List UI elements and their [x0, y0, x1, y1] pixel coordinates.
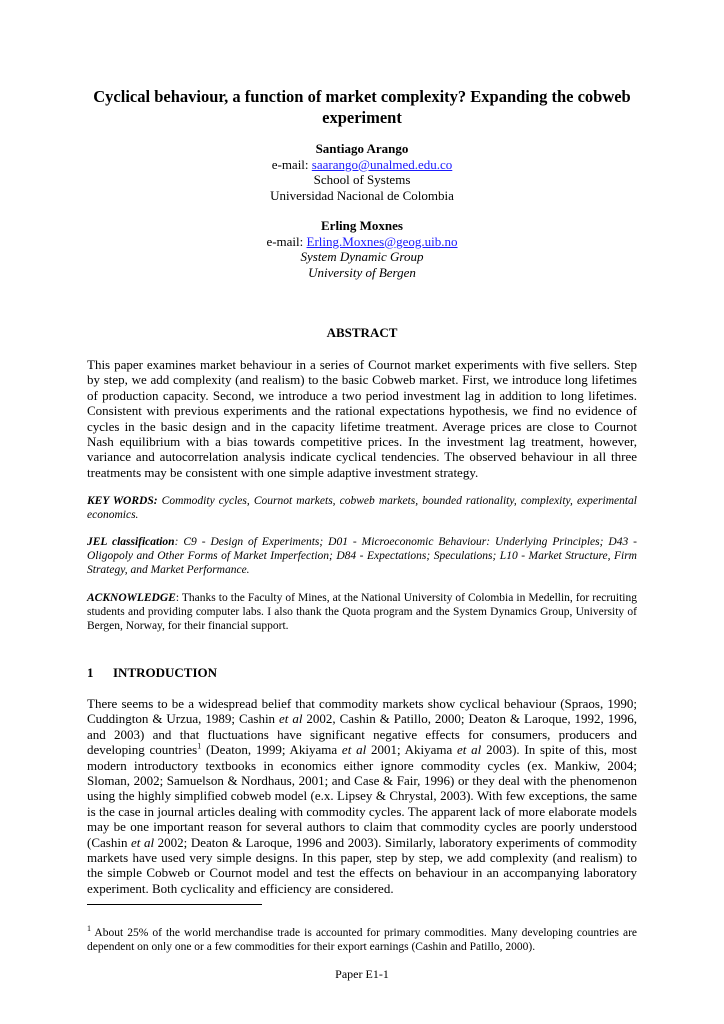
author-name: Santiago Arango: [315, 141, 409, 156]
intro-text-part: 2003). In spite of this, most modern introductory textbooks in economics either ignore commodity cycles (ex. Mankiw, 2004; Sloman, 2002; Samuelson & Nordhaus, 2001; and Case & Fair, 1996) or they deal with the phenomenon using the highly simplified cobweb model (e.x. Lipsey & Chrystal, 2003). With few exceptions, the same is the case in journal articles dealing with commodity cycles. The apparent lack of more elaborate models may be one important reason for several authors to claim that commodity cycles are poorly understood (Cashin: [87, 742, 637, 850]
author-email-link[interactable]: saarango@unalmed.edu.co: [311, 156, 453, 172]
section-heading-introduction: [87, 665, 217, 681]
author-name: Erling Moxnes: [321, 218, 403, 233]
paper-title: Cyclical behaviour, a function of market complexity? Expanding the cobweb experiment: [93, 87, 631, 127]
intro-etal: et al: [131, 834, 155, 850]
keywords-label: KEY WORDS:: [87, 495, 158, 507]
author-affiliation: School of Systems: [313, 172, 411, 188]
keywords-text: Commodity cycles, Cournot markets, cobweb markets, bounded rationality, complexity, experimental economics.: [87, 495, 637, 522]
acknowledge-label: ACKNOWLEDGE: [87, 592, 176, 604]
footnote-marker[interactable]: 1: [197, 741, 202, 751]
email-prefix: e-mail:: [266, 233, 307, 249]
keywords-paragraph: [87, 494, 637, 522]
author-email-line: [87, 234, 637, 250]
intro-etal: et al: [279, 711, 303, 727]
footnote: [87, 926, 637, 954]
intro-etal: et al: [457, 742, 482, 758]
author-block-2: [87, 218, 637, 280]
intro-text-part: There seems to be a widespread belief that commodity markets show cyclical behaviour (Spraos, 1990; Cuddington & Urzua, 1989; Cashin: [87, 696, 637, 727]
introduction-text: [87, 696, 637, 896]
footnote-divider: [87, 904, 262, 905]
acknowledge-paragraph: [87, 591, 637, 634]
author-institution: Universidad Nacional de Colombia: [270, 187, 454, 203]
page-number: Paper E1-1: [335, 967, 389, 981]
abstract-heading: ABSTRACT: [326, 325, 398, 340]
jel-paragraph: [87, 535, 637, 578]
intro-text-part: (Deaton, 1999; Akiyama: [201, 742, 342, 758]
acknowledge-text: : Thanks to the Faculty of Mines, at the National University of Colombia in Medellin, for recruiting students and providing computer labs. I also thank the Quota program and the System Dynamics Group, University of Bergen, Norway, for their financial support.: [87, 592, 637, 633]
author-email-line: [87, 157, 637, 173]
jel-label: JEL classification: [87, 536, 175, 548]
email-prefix: e-mail:: [271, 156, 312, 172]
section-title: INTRODUCTION: [113, 665, 218, 680]
section-number: 1: [87, 665, 94, 680]
author-block-1: [87, 141, 637, 203]
abstract-text: This paper examines market behaviour in a series of Cournot market experiments with five sellers. Step by step, we add complexity (and realism) to the basic Cobweb market. First, we introduce long lifetimes of production capacity. Second, we introduce a two period investment lag in addition to long lifetimes. Consistent with previous experiments and the rational expectations hypothesis, we find no evidence of cycles in the basic design and in the capacity lifetime treatment. Average prices are close to Cournot Nash equilibrium with a bias towards competitive prices. In the investment lag treatment, however, variance and autocorrelation analysis indicate cyclical tendencies. The observed behaviour in all three treatments may be consistent with one simple adaptive investment strategy.: [87, 357, 637, 480]
author-affiliation: System Dynamic Group: [300, 249, 424, 265]
intro-text-part: 2001; Akiyama: [366, 742, 458, 758]
author-email-link[interactable]: Erling.Moxnes@geog.uib.no: [306, 233, 458, 249]
intro-text-part: 2002; Deaton & Laroque, 1996 and 2003). Similarly, laboratory experiments of commodity markets have used very simple designs. In this paper, step by step, we add complexity (and realism) to the simple Cobweb or Cournot model and test the effects on behaviour in an accompanying laboratory experiment. Both cyclicality and efficiency are considered.: [87, 834, 638, 896]
intro-text-part: 2002, Cashin & Patillo, 2000; Deaton & Laroque, 1992, 1996, and 2003) and that fluctuations have significant negative effects for consumers, producers and developing countries: [87, 711, 637, 758]
footnote-number: 1: [87, 924, 91, 934]
jel-text: : C9 - Design of Experiments; D01 - Microeconomic Behaviour: Underlying Principles; D43 - Oligopoly and Other Forms of Market Imperfection; D84 - Expectations; Speculations; L10 - Market Structure, Firm Strategy, and Market Performance.: [87, 536, 637, 577]
footnote-text: About 25% of the world merchandise trade is accounted for primary commodities. Many developing countries are dependent on only one or a few commodities for their export earnings (Cashin and Patillo, 2000).: [87, 927, 637, 954]
intro-etal: et al: [341, 742, 367, 758]
author-institution: University of Bergen: [308, 264, 416, 280]
